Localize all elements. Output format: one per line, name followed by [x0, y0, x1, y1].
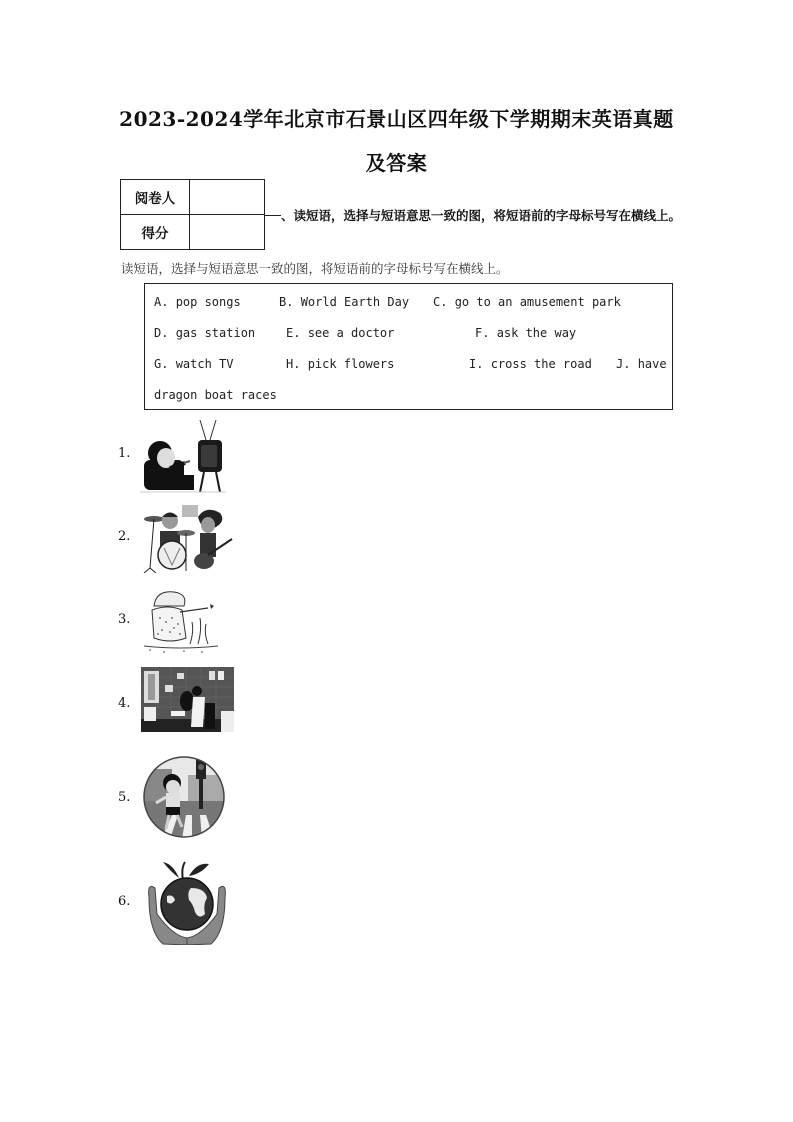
grader-row	[121, 180, 265, 215]
boy-watching-tv-image	[140, 420, 226, 494]
document-title: 2023-2024学年北京市石景山区四年级下学期期末英语真题	[119, 107, 674, 131]
option-e: E. see a doctor	[286, 326, 395, 340]
option-i: I. cross the road	[469, 357, 592, 371]
section-instruction: 读短语，选择与短语意思一致的图，将短语前的字母标号写在横线上。	[121, 261, 509, 276]
hands-holding-earth-image	[143, 858, 231, 945]
question-number-2: 2.	[118, 529, 131, 544]
score-row	[121, 215, 265, 250]
option-d: D. gas station	[154, 326, 256, 340]
section-number-dash	[265, 215, 281, 216]
option-f: F. ask the way	[475, 326, 577, 340]
section-heading-text: 、读短语，选择与短语意思一致的图，将短语前的字母标号写在横线上。	[281, 208, 682, 223]
option-c: C. go to an amusement park	[433, 295, 621, 309]
score-field[interactable]	[190, 215, 265, 250]
option-j-continued: dragon boat races	[154, 388, 277, 402]
grader-field[interactable]	[190, 180, 265, 215]
option-j: J. have	[616, 357, 667, 371]
grader-label: 阅卷人	[121, 180, 190, 215]
doctor-visit-image	[141, 667, 234, 740]
question-number-4: 4.	[118, 696, 131, 711]
question-number-3: 3.	[118, 612, 131, 627]
section-heading	[265, 206, 681, 224]
question-number-1: 1.	[118, 446, 131, 461]
option-a: A. pop songs	[154, 295, 241, 309]
options-box	[144, 283, 673, 410]
option-g: G. watch TV	[154, 357, 234, 371]
question-number-5: 5.	[118, 790, 131, 805]
band-playing-music-image	[142, 503, 236, 573]
score-label: 得分	[121, 215, 190, 250]
score-table	[120, 179, 265, 250]
document-title-continued: 及答案	[365, 151, 428, 175]
option-b: B. World Earth Day	[279, 295, 410, 309]
option-h: H. pick flowers	[286, 357, 395, 371]
boy-crossing-road-image	[142, 755, 226, 839]
question-number-6: 6.	[118, 894, 131, 909]
girl-picking-flowers-image	[140, 588, 222, 656]
